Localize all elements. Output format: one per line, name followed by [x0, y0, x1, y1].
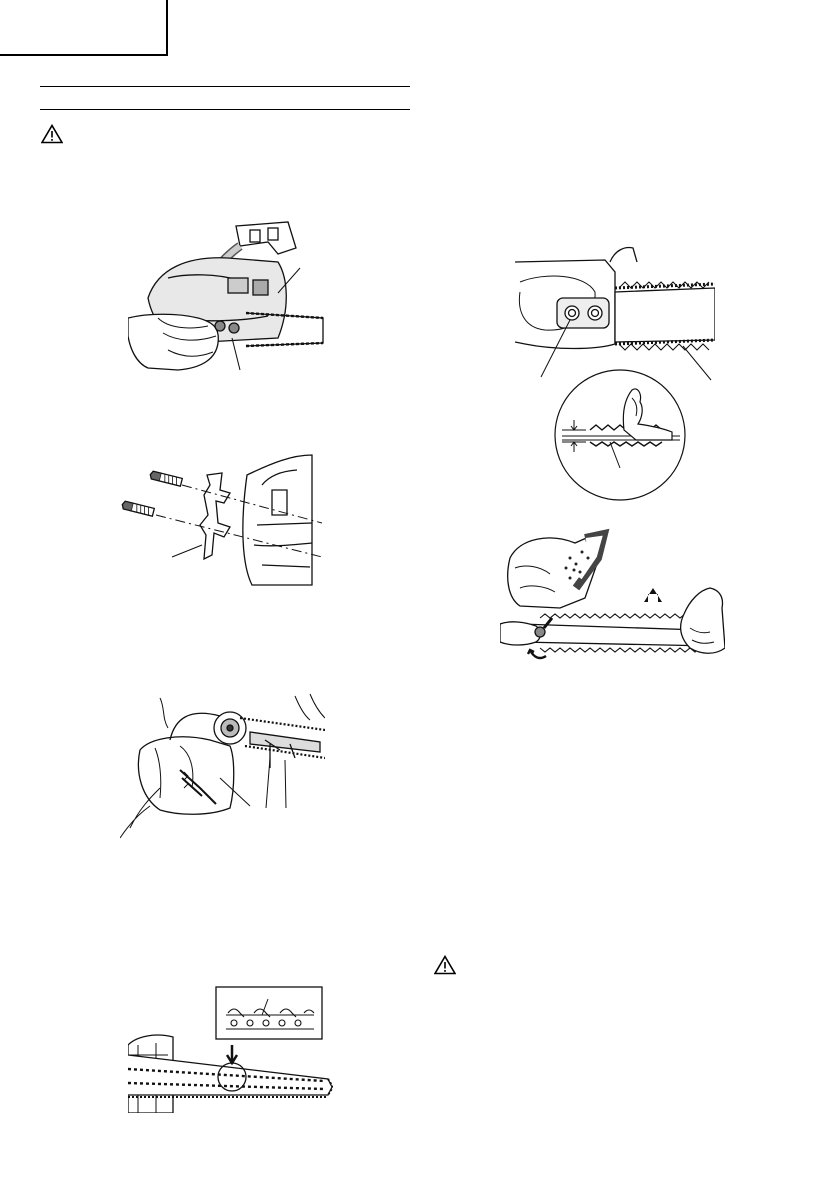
figure-tension-screw	[515, 242, 715, 382]
figure-chain-direction	[128, 985, 333, 1113]
section-rule-bottom	[40, 109, 410, 110]
warning-triangle-icon	[41, 124, 63, 144]
warning-triangle-icon	[434, 955, 456, 975]
figure-remove-side-cover	[128, 218, 328, 383]
figure-sprocket-chain-fit	[120, 688, 325, 848]
page-header-box	[0, 0, 168, 56]
section-rule-top	[40, 86, 410, 87]
figure-tension-adjust	[500, 528, 725, 668]
figure-tension-sag-detail	[552, 368, 688, 502]
figure-chain-catcher-bolts	[112, 445, 322, 595]
